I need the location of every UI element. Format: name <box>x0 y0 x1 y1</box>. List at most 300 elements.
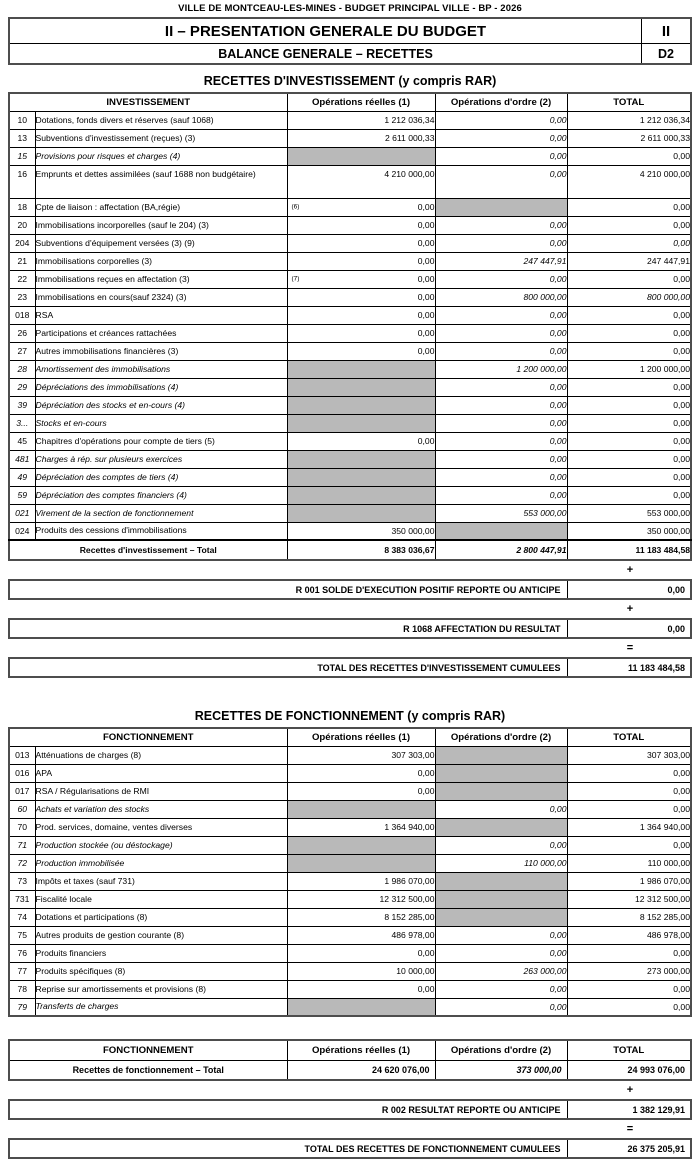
summary-label: TOTAL DES RECETTES D'INVESTISSEMENT CUMULEES <box>9 658 567 677</box>
row-code: 79 <box>9 998 35 1016</box>
fonctionnement-body <box>9 746 691 1016</box>
banner-subtitle-code: D2 <box>658 47 674 61</box>
summary-label: TOTAL DES RECETTES DE FONCTIONNEMENT CUMULEES <box>9 1139 567 1158</box>
cell-operations-ordre: 0,00 <box>435 165 567 198</box>
row-label: Immobilisations incorporelles (sauf le 204) (3) <box>35 216 287 234</box>
table-row <box>9 198 691 216</box>
table-row <box>9 129 691 147</box>
table-row <box>9 890 691 908</box>
cell-operations-reelles <box>287 998 435 1016</box>
cell-total: 0,00 <box>567 998 691 1016</box>
spacer <box>8 678 692 700</box>
operator-symbol: + <box>626 603 634 615</box>
cell-operations-ordre <box>435 522 567 540</box>
cell-operations-ordre: 0,00 <box>435 234 567 252</box>
cell-total: 0,00 <box>567 216 691 234</box>
cell-total: 1 986 070,00 <box>567 872 691 890</box>
row-label: Charges à rép. sur plusieurs exercices <box>35 450 287 468</box>
cell-total: 0,00 <box>567 234 691 252</box>
investissement-section-title: RECETTES D'INVESTISSEMENT (y compris RAR) <box>203 74 497 88</box>
cell-total: 800 000,00 <box>567 288 691 306</box>
row-code: 60 <box>9 800 35 818</box>
cell-operations-reelles: (6) 0,00 <box>287 198 435 216</box>
row-label: Virement de la section de fonctionnement <box>35 504 287 522</box>
recap-col-ordre: Opérations d'ordre (2) <box>435 1040 567 1060</box>
cell-operations-ordre: 0,00 <box>435 926 567 944</box>
cell-operations-reelles: 1 364 940,00 <box>287 818 435 836</box>
cell-operations-reelles: 1 212 036,34 <box>287 111 435 129</box>
cell-operations-reelles: 1 986 070,00 <box>287 872 435 890</box>
col-header-total: TOTAL <box>567 728 691 746</box>
cell-operations-ordre: 0,00 <box>435 129 567 147</box>
cell-operations-ordre: 0,00 <box>435 342 567 360</box>
cell-operations-reelles <box>287 378 435 396</box>
row-code: 20 <box>9 216 35 234</box>
table-header-row <box>9 93 691 111</box>
summary-bar <box>8 579 692 600</box>
table-row <box>9 818 691 836</box>
cell-operations-reelles <box>287 147 435 165</box>
investissement-total-row <box>9 540 691 560</box>
row-code: 23 <box>9 288 35 306</box>
cell-operations-ordre <box>435 818 567 836</box>
col-header-label: FONCTIONNEMENT <box>9 728 287 746</box>
row-code: 28 <box>9 360 35 378</box>
cell-operations-ordre: 0,00 <box>435 980 567 998</box>
operator-symbol: = <box>626 1123 634 1135</box>
row-label: Dotations et participations (8) <box>35 908 287 926</box>
fonctionnement-recap-table <box>8 1039 692 1081</box>
summary-bar <box>8 1099 692 1120</box>
cell-total: 0,00 <box>567 468 691 486</box>
table-row <box>9 378 691 396</box>
cell-total: 0,00 <box>567 450 691 468</box>
banner-title: II – PRESENTATION GENERALE DU BUDGET <box>10 19 642 43</box>
cell-operations-reelles: 0,00 <box>287 306 435 324</box>
row-code: 21 <box>9 252 35 270</box>
table-row <box>9 450 691 468</box>
cell-operations-reelles: 0,00 <box>287 324 435 342</box>
row-code: 018 <box>9 306 35 324</box>
col-header-ordre: Opérations d'ordre (2) <box>435 728 567 746</box>
cell-operations-ordre: 0,00 <box>435 396 567 414</box>
row-code: 71 <box>9 836 35 854</box>
summary-operator-row <box>8 600 692 618</box>
row-label: Amortissement des immobilisations <box>35 360 287 378</box>
summary-bar-row <box>9 1100 691 1119</box>
cell-operations-reelles <box>287 396 435 414</box>
row-label: Atténuations de charges (8) <box>35 746 287 764</box>
cell-operations-ordre: 0,00 <box>435 111 567 129</box>
row-note-marker: (7) <box>291 275 300 283</box>
col-header-reelles: Opérations réelles (1) <box>287 728 435 746</box>
table-row <box>9 360 691 378</box>
table-row <box>9 288 691 306</box>
cell-operations-reelles: 0,00 <box>287 342 435 360</box>
table-row <box>9 872 691 890</box>
summary-label: R 1068 AFFECTATION DU RESULTAT <box>9 619 567 638</box>
table-row <box>9 854 691 872</box>
summary-bar-row <box>9 1139 691 1158</box>
recap-header-row <box>9 1040 691 1060</box>
summary-bar <box>8 1138 692 1159</box>
row-note-marker: (6) <box>291 203 300 211</box>
row-label: Autres immobilisations financières (3) <box>35 342 287 360</box>
cell-operations-reelles: 486 978,00 <box>287 926 435 944</box>
row-label: Achats et variation des stocks <box>35 800 287 818</box>
cell-operations-reelles: 350 000,00 <box>287 522 435 540</box>
cell-operations-ordre: 263 000,00 <box>435 962 567 980</box>
cell-operations-ordre: 0,00 <box>435 270 567 288</box>
document-banner <box>8 17 692 65</box>
cell-operations-ordre: 0,00 <box>435 468 567 486</box>
row-label: Dotations, fonds divers et réserves (sauf 1068) <box>35 111 287 129</box>
total-reelles: 8 383 036,67 <box>287 540 435 560</box>
row-code: 13 <box>9 129 35 147</box>
summary-operator-row <box>8 1081 692 1099</box>
row-label: Stocks et en-cours <box>35 414 287 432</box>
cell-operations-ordre <box>435 908 567 926</box>
cell-total: 0,00 <box>567 414 691 432</box>
cell-total: 110 000,00 <box>567 854 691 872</box>
banner-title-row <box>10 19 690 43</box>
banner-title-code: II <box>661 23 671 40</box>
cell-total: 247 447,91 <box>567 252 691 270</box>
cell-operations-ordre: 0,00 <box>435 324 567 342</box>
summary-bar-row <box>9 580 691 599</box>
cell-operations-ordre <box>435 890 567 908</box>
table-row <box>9 147 691 165</box>
row-label: Immobilisations en cours(sauf 2324) (3) <box>35 288 287 306</box>
spacer <box>8 1017 692 1039</box>
row-code: 481 <box>9 450 35 468</box>
cell-total: 0,00 <box>567 944 691 962</box>
cell-total: 1 364 940,00 <box>567 818 691 836</box>
table-row <box>9 111 691 129</box>
row-label: Produits des cessions d'immobilisations <box>35 522 287 540</box>
cell-operations-reelles: 307 303,00 <box>287 746 435 764</box>
row-label: Dépréciations des immobilisations (4) <box>35 378 287 396</box>
summary-value: 0,00 <box>567 580 691 599</box>
cell-total: 0,00 <box>567 270 691 288</box>
cell-operations-reelles: 12 312 500,00 <box>287 890 435 908</box>
table-row <box>9 504 691 522</box>
cell-operations-ordre: 1 200 000,00 <box>435 360 567 378</box>
cell-total: 12 312 500,00 <box>567 890 691 908</box>
row-label: Dépréciation des comptes de tiers (4) <box>35 468 287 486</box>
recap-total-total: 24 993 076,00 <box>567 1060 691 1080</box>
col-header-total: TOTAL <box>567 93 691 111</box>
table-row <box>9 165 691 198</box>
row-label: Autres produits de gestion courante (8) <box>35 926 287 944</box>
summary-value: 0,00 <box>567 619 691 638</box>
cell-operations-ordre: 0,00 <box>435 147 567 165</box>
cell-operations-ordre: 247 447,91 <box>435 252 567 270</box>
cell-operations-reelles: 0,00 <box>287 764 435 782</box>
cell-total: 8 152 285,00 <box>567 908 691 926</box>
operator-symbol: + <box>626 564 634 576</box>
table-row <box>9 306 691 324</box>
table-row <box>9 432 691 450</box>
cell-total: 0,00 <box>567 378 691 396</box>
col-header-label: INVESTISSEMENT <box>9 93 287 111</box>
row-code: 021 <box>9 504 35 522</box>
table-row <box>9 908 691 926</box>
table-row <box>9 944 691 962</box>
cell-total: 0,00 <box>567 486 691 504</box>
recap-total-reelles: 24 620 076,00 <box>287 1060 435 1080</box>
recap-total-ordre: 373 000,00 <box>435 1060 567 1080</box>
row-code: 75 <box>9 926 35 944</box>
summary-label: R 001 SOLDE D'EXECUTION POSITIF REPORTE OU ANTICIPE <box>9 580 567 599</box>
cell-operations-reelles: 8 152 285,00 <box>287 908 435 926</box>
cell-operations-reelles: 0,00 <box>287 288 435 306</box>
total-label: Recettes d'investissement – Total <box>9 540 287 560</box>
cell-operations-ordre <box>435 746 567 764</box>
cell-operations-ordre <box>435 782 567 800</box>
table-row <box>9 746 691 764</box>
row-code: 77 <box>9 962 35 980</box>
cell-total: 1 212 036,34 <box>567 111 691 129</box>
row-code: 74 <box>9 908 35 926</box>
row-code: 024 <box>9 522 35 540</box>
recap-total-label: Recettes de fonctionnement – Total <box>9 1060 287 1080</box>
investissement-table <box>8 92 692 561</box>
cell-operations-ordre: 0,00 <box>435 800 567 818</box>
row-label: APA <box>35 764 287 782</box>
table-row <box>9 764 691 782</box>
table-row <box>9 234 691 252</box>
document-header-line: VILLE DE MONTCEAU-LES-MINES - BUDGET PRINCIPAL VILLE - BP - 2026 <box>178 3 522 14</box>
cell-total: 4 210 000,00 <box>567 165 691 198</box>
banner-subtitle: BALANCE GENERALE – RECETTES <box>10 44 642 63</box>
cell-operations-ordre <box>435 198 567 216</box>
row-label: Transferts de charges <box>35 998 287 1016</box>
cell-total: 273 000,00 <box>567 962 691 980</box>
cell-operations-ordre: 110 000,00 <box>435 854 567 872</box>
cell-total: 1 200 000,00 <box>567 360 691 378</box>
total-total: 11 183 484,58 <box>567 540 691 560</box>
table-row <box>9 962 691 980</box>
summary-value: 26 375 205,91 <box>567 1139 691 1158</box>
operator-symbol: = <box>626 642 634 654</box>
cell-operations-ordre <box>435 872 567 890</box>
summary-bar-row <box>9 658 691 677</box>
cell-operations-reelles: 0,00 <box>287 980 435 998</box>
col-header-ordre: Opérations d'ordre (2) <box>435 93 567 111</box>
cell-operations-ordre: 0,00 <box>435 378 567 396</box>
row-code: 59 <box>9 486 35 504</box>
table-row <box>9 800 691 818</box>
table-row <box>9 396 691 414</box>
summary-bar <box>8 657 692 678</box>
row-code: 78 <box>9 980 35 998</box>
cell-total: 0,00 <box>567 306 691 324</box>
row-code: 10 <box>9 111 35 129</box>
row-code: 45 <box>9 432 35 450</box>
row-code: 49 <box>9 468 35 486</box>
cell-operations-ordre: 0,00 <box>435 944 567 962</box>
cell-operations-ordre: 800 000,00 <box>435 288 567 306</box>
summary-label: R 002 RESULTAT REPORTE OU ANTICIPE <box>9 1100 567 1119</box>
investissement-summary <box>8 561 692 678</box>
cell-operations-reelles: 4 210 000,00 <box>287 165 435 198</box>
cell-operations-reelles: 0,00 <box>287 782 435 800</box>
summary-bar <box>8 618 692 639</box>
table-row <box>9 342 691 360</box>
cell-operations-ordre: 0,00 <box>435 450 567 468</box>
table-row <box>9 216 691 234</box>
table-row <box>9 998 691 1016</box>
recap-col-reelles: Opérations réelles (1) <box>287 1040 435 1060</box>
cell-total: 0,00 <box>567 147 691 165</box>
cell-total: 486 978,00 <box>567 926 691 944</box>
cell-operations-reelles: (7) 0,00 <box>287 270 435 288</box>
cell-operations-ordre <box>435 764 567 782</box>
cell-total: 2 611 000,33 <box>567 129 691 147</box>
row-label: Dépréciation des comptes financiers (4) <box>35 486 287 504</box>
row-code: 016 <box>9 764 35 782</box>
row-label: Prod. services, domaine, ventes diverses <box>35 818 287 836</box>
cell-operations-reelles <box>287 360 435 378</box>
row-label: Impôts et taxes (sauf 731) <box>35 872 287 890</box>
row-code: 72 <box>9 854 35 872</box>
cell-operations-reelles: 10 000,00 <box>287 962 435 980</box>
row-label: Chapitres d'opérations pour compte de tiers (5) <box>35 432 287 450</box>
recap-total-row <box>9 1060 691 1080</box>
row-label: Cpte de liaison : affectation (BA,régie) <box>35 198 287 216</box>
fonctionnement-summary <box>8 1081 692 1159</box>
cell-operations-reelles <box>287 504 435 522</box>
row-label: RSA / Régularisations de RMI <box>35 782 287 800</box>
cell-total: 553 000,00 <box>567 504 691 522</box>
summary-operator-row <box>8 639 692 657</box>
summary-value: 11 183 484,58 <box>567 658 691 677</box>
cell-operations-reelles: 0,00 <box>287 234 435 252</box>
summary-operator-row <box>8 561 692 579</box>
banner-subtitle-row <box>10 43 690 63</box>
cell-operations-reelles <box>287 450 435 468</box>
table-row <box>9 414 691 432</box>
row-label: Reprise sur amortissements et provisions (8) <box>35 980 287 998</box>
table-row <box>9 486 691 504</box>
row-code: 29 <box>9 378 35 396</box>
row-label: Dépréciation des stocks et en-cours (4) <box>35 396 287 414</box>
cell-operations-reelles: 0,00 <box>287 944 435 962</box>
cell-total: 0,00 <box>567 198 691 216</box>
operator-symbol: + <box>626 1084 634 1096</box>
row-code: 26 <box>9 324 35 342</box>
table-row <box>9 980 691 998</box>
cell-total: 350 000,00 <box>567 522 691 540</box>
cell-total: 0,00 <box>567 764 691 782</box>
cell-total: 0,00 <box>567 782 691 800</box>
cell-total: 0,00 <box>567 980 691 998</box>
row-code: 013 <box>9 746 35 764</box>
table-header-row <box>9 728 691 746</box>
row-code: 76 <box>9 944 35 962</box>
row-code: 204 <box>9 234 35 252</box>
recap-col-label: FONCTIONNEMENT <box>9 1040 287 1060</box>
cell-total: 0,00 <box>567 396 691 414</box>
cell-operations-reelles <box>287 468 435 486</box>
summary-bar-row <box>9 619 691 638</box>
row-label: Participations et créances rattachées <box>35 324 287 342</box>
cell-operations-ordre: 0,00 <box>435 998 567 1016</box>
cell-operations-reelles <box>287 486 435 504</box>
row-code: 731 <box>9 890 35 908</box>
row-code: 70 <box>9 818 35 836</box>
fonctionnement-table <box>8 727 692 1017</box>
table-row <box>9 270 691 288</box>
cell-operations-ordre: 0,00 <box>435 306 567 324</box>
row-label: Immobilisations reçues en affectation (3) <box>35 270 287 288</box>
row-label: Emprunts et dettes assimilées (sauf 1688 non budgétaire) <box>35 165 287 198</box>
cell-operations-ordre: 0,00 <box>435 836 567 854</box>
row-label: Provisions pour risques et charges (4) <box>35 147 287 165</box>
cell-total: 0,00 <box>567 800 691 818</box>
row-code: 18 <box>9 198 35 216</box>
row-code: 017 <box>9 782 35 800</box>
summary-operator-row <box>8 1120 692 1138</box>
table-row <box>9 522 691 540</box>
col-header-reelles: Opérations réelles (1) <box>287 93 435 111</box>
cell-operations-ordre: 0,00 <box>435 486 567 504</box>
cell-total: 0,00 <box>567 342 691 360</box>
row-label: Produits financiers <box>35 944 287 962</box>
cell-operations-reelles <box>287 854 435 872</box>
cell-operations-reelles <box>287 414 435 432</box>
cell-operations-reelles: 2 611 000,33 <box>287 129 435 147</box>
table-row <box>9 324 691 342</box>
cell-total: 0,00 <box>567 432 691 450</box>
row-code: 16 <box>9 165 35 198</box>
total-ordre: 2 800 447,91 <box>435 540 567 560</box>
cell-operations-reelles: 0,00 <box>287 432 435 450</box>
table-row <box>9 836 691 854</box>
fonctionnement-section-title: RECETTES DE FONCTIONNEMENT (y compris RAR) <box>194 709 506 723</box>
cell-total: 0,00 <box>567 324 691 342</box>
row-code: 73 <box>9 872 35 890</box>
cell-operations-reelles <box>287 836 435 854</box>
cell-operations-ordre: 0,00 <box>435 414 567 432</box>
cell-total: 307 303,00 <box>567 746 691 764</box>
row-code: 27 <box>9 342 35 360</box>
row-code: 3... <box>9 414 35 432</box>
row-code: 39 <box>9 396 35 414</box>
row-label: Production stockée (ou déstockage) <box>35 836 287 854</box>
row-label: Subventions d'investissement (reçues) (3) <box>35 129 287 147</box>
row-code: 22 <box>9 270 35 288</box>
row-label: Immobilisations corporelles (3) <box>35 252 287 270</box>
summary-value: 1 382 129,91 <box>567 1100 691 1119</box>
recap-col-total: TOTAL <box>567 1040 691 1060</box>
cell-operations-reelles <box>287 800 435 818</box>
cell-operations-ordre: 553 000,00 <box>435 504 567 522</box>
row-label: Subventions d'équipement versées (3) (9) <box>35 234 287 252</box>
row-code: 15 <box>9 147 35 165</box>
investissement-body <box>9 111 691 540</box>
cell-operations-reelles: 0,00 <box>287 216 435 234</box>
table-row <box>9 252 691 270</box>
cell-operations-ordre: 0,00 <box>435 432 567 450</box>
cell-total: 0,00 <box>567 836 691 854</box>
row-label: Produits spécifiques (8) <box>35 962 287 980</box>
table-row <box>9 468 691 486</box>
cell-operations-reelles: 0,00 <box>287 252 435 270</box>
table-row <box>9 782 691 800</box>
row-label: Fiscalité locale <box>35 890 287 908</box>
